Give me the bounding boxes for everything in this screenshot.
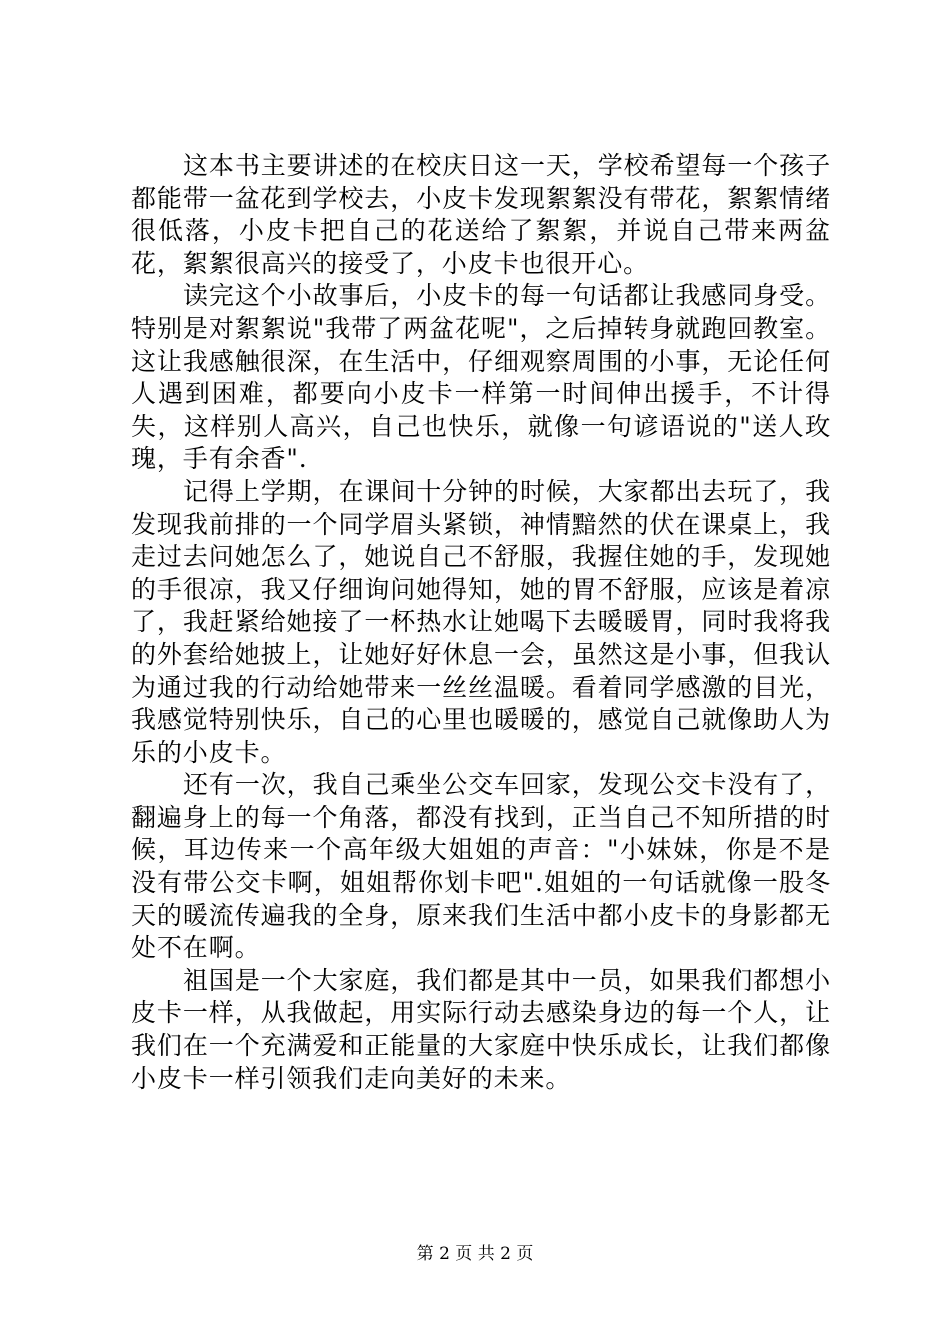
paragraph-4: 还有一次，我自己乘坐公交车回家，发现公交卡没有了，翻遍身上的每一个角落，都没有找到，正当自己不知所措的时候，耳边传来一个高年级大姐姐的声音："小妹妹，你是不是没有带公交卡啊，姐姐帮你划卡吧".姐姐的一句话就像一股冬天的暖流传遍我的全身，原来我们生活中都小皮卡的身影都无处不在啊。 <box>131 770 831 963</box>
paragraph-5: 祖国是一个大家庭，我们都是其中一员，如果我们都想小皮卡一样，从我做起，用实际行动去感染身边的每一个人，让我们在一个充满爱和正能量的大家庭中快乐成长，让我们都像小皮卡一样引领我们走向美好的未来。 <box>131 965 831 1093</box>
page-footer <box>0 1243 950 1265</box>
paragraph-1: 这本书主要讲述的在校庆日这一天，学校希望每一个孩子都能带一盆花到学校去，小皮卡发现絮絮没有带花，絮絮情绪很低落，小皮卡把自己的花送给了絮絮，并说自己带来两盆花，絮絮很高兴的接受了，小皮卡也很开心。 <box>131 151 831 278</box>
paragraph-3: 记得上学期，在课间十分钟的时候，大家都出去玩了，我发现我前排的一个同学眉头紧锁，神情黯然的伏在课桌上，我走过去问她怎么了，她说自己不舒服，我握住她的手，发现她的手很凉，我又仔细询问她得知，她的胃不舒服，应该是着凉了，我赶紧给她接了一杯热水让她喝下去暖暖胃，同时我将我的外套给她披上，让她好好休息一会，虽然这是小事，但我认为通过我的行动给她带来一丝丝温暖。看着同学感激的目光，我感觉特别快乐，自己的心里也暖暖的，感觉自己就像助人为乐的小皮卡。 <box>131 476 831 767</box>
paragraph-2: 读完这个小故事后，小皮卡的每一句话都让我感同身受。特别是对絮絮说"我带了两盆花呢"，之后掉转身就跑回教室。这让我感触很深，在生活中，仔细观察周围的小事，无论任何人遇到困难，都要向小皮卡一样第一时间伸出援手，不计得失，这样别人高兴，自己也快乐，就像一句谚语说的"送人玫瑰，手有余香". <box>131 281 831 474</box>
page-number-label: 第 2 页 共 2 页 <box>416 1244 534 1264</box>
document-body <box>131 150 831 1095</box>
